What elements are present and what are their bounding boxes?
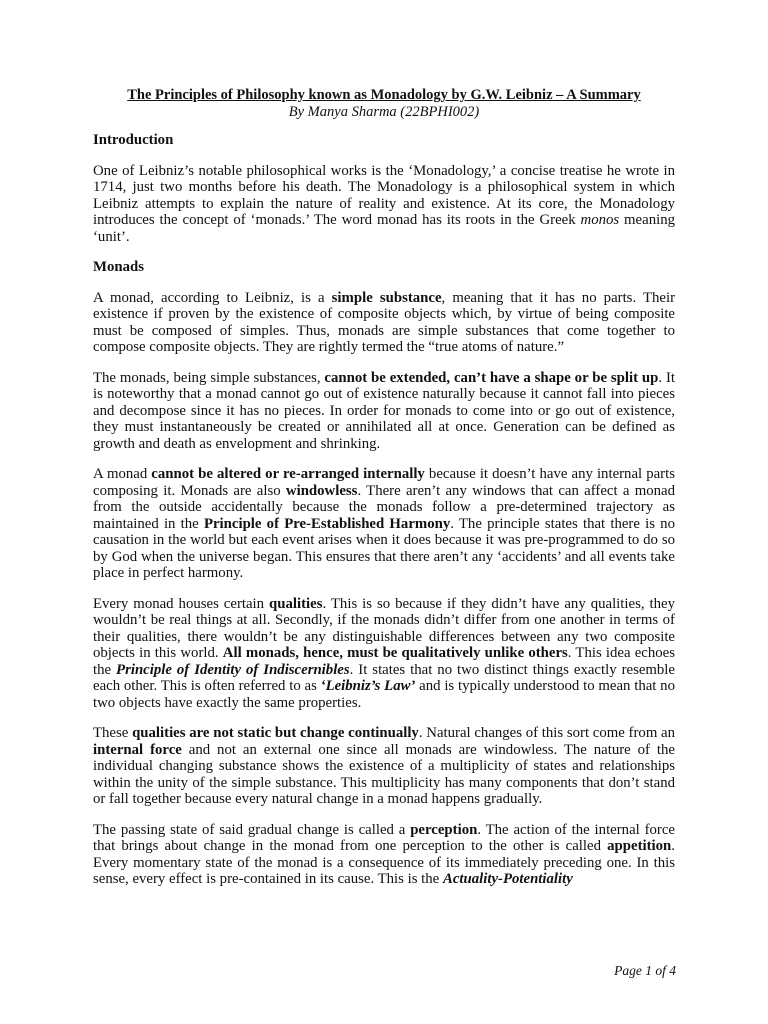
document-byline: By Manya Sharma (22BPHI002) bbox=[288, 104, 480, 120]
monads-paragraph-6: The passing state of said gradual change is called a perception. The action of the internal force that brings about change in the monad from one perception to the other is called appetition. Every momentary state of the monad is a consequence of its immediately preceding one. In this sense, every effect is pre-contained in its cause. This is the Actuality-Potentiality bbox=[93, 821, 675, 887]
section-heading-introduction: Introduction bbox=[93, 132, 174, 148]
monads-paragraph-3: A monad cannot be altered or re-arranged internally because it doesn’t have any internal parts composing it. Monads are also windowless. There aren’t any windows that can affect a monad from the outside accidentally because the monads follow a pre-determined trajectory as maintained in the Principle of Pre-Established Harmony. The principle states that there is no causation in the world but each event arises when it does because it was pre-programmed to do so by God when the universe began. This ensures that there aren’t any ‘accidents’ and all events take place in perfect harmony. bbox=[93, 466, 675, 581]
monads-paragraph-4: Every monad houses certain qualities. This is so because if they didn’t have any qualities, they wouldn’t be real things at all. Secondly, if the monads didn’t differ from one another in terms of their qualities, there wouldn’t be any distinguishable differences between any two composite objects in this world. All monads, hence, must be qualitatively unlike others. This idea echoes the Principle of Identity of Indiscernibles. It states that no two distinct things exactly resemble each other. This is often referred to as ‘Leibniz’s Law’ and is typically understood to mean that no two objects have exactly the same properties. bbox=[93, 595, 675, 711]
page-number: Page 1 of 4 bbox=[614, 963, 676, 978]
section-heading-monads: Monads bbox=[93, 259, 144, 275]
document-body bbox=[93, 86, 675, 902]
document-title: The Principles of Philosophy known as Monadology by G.W. Leibniz – A Summary bbox=[127, 87, 641, 103]
monads-paragraph-1: A monad, according to Leibniz, is a simple substance, meaning that it has no parts. Their existence if proven by the existence of composite objects which, by virtue of being composite must be composed of simples. Thus, monads are simple substances that come together to compose composite objects. They are rightly termed the “true atoms of nature.” bbox=[93, 289, 676, 355]
monads-paragraph-5: These qualities are not static but change continually. Natural changes of this sort come from an internal force and not an external one since all monads are windowless. The nature of the individual changing substance shows the existence of a multiplicity of states and relationships within the unity of the simple substance. This multiplicity has many components that don’t stand or fall together because every natural change in a monad happens gradually. bbox=[93, 725, 676, 807]
monads-paragraph-2: The monads, being simple substances, cannot be extended, can’t have a shape or be split up. It is noteworthy that a monad cannot go out of existence naturally because it cannot fall into pieces and decompose since it has no pieces. In order for monads to come into or go out of existence, they must instantaneously be created or annihilated all at once. Generation can be defined as growth and death as envelopment and shrinking. bbox=[93, 369, 675, 452]
intro-paragraph: One of Leibniz’s notable philosophical works is the ‘Monadology,’ a concise treatise he wrote in 1714, just two months before his death. The Monadology is a philosophical system in which Leibniz attempts to explain the nature of reality and existence. At its core, the Monadology introduces the concept of ‘monads.’ The word monad has its roots in the Greek monos meaning ‘unit’. bbox=[93, 162, 676, 245]
